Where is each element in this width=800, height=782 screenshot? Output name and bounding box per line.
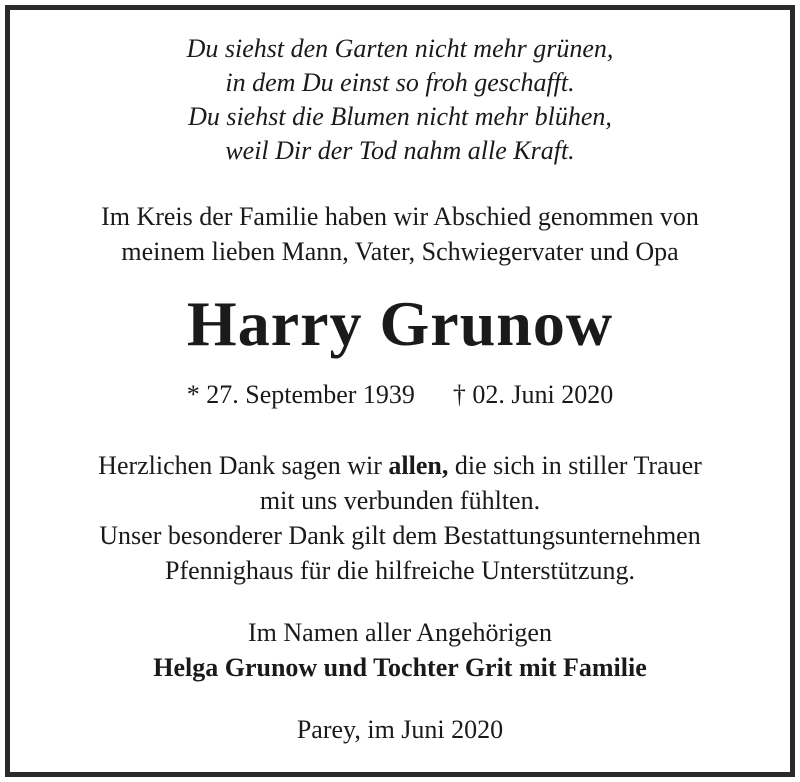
poem-line: in dem Du einst so froh geschafft. bbox=[225, 68, 575, 97]
death-date: † 02. Juni 2020 bbox=[452, 380, 614, 409]
intro-line: meinem lieben Mann, Vater, Schwiegervater und Opa bbox=[121, 237, 679, 266]
deceased-name: Harry Grunow bbox=[186, 288, 614, 359]
farewell-intro bbox=[0, 199, 800, 269]
mourner-names: Helga Grunow und Tochter Grit mit Familie bbox=[153, 653, 647, 682]
poem-line: weil Dir der Tod nahm alle Kraft. bbox=[225, 136, 575, 165]
place-date: Parey, im Juni 2020 bbox=[296, 715, 504, 744]
poem-line: Du siehst die Blumen nicht mehr blühen, bbox=[188, 102, 612, 131]
thanks-line: mit uns verbunden fühlten. bbox=[259, 486, 541, 515]
thanks-line: Pfennighaus für die hilfreiche Unterstützung. bbox=[164, 556, 636, 585]
on-behalf-line: Im Namen aller Angehörigen bbox=[248, 618, 552, 647]
thanks-prefix: Herzlichen Dank sagen wir bbox=[98, 451, 389, 480]
thanks-line bbox=[0, 448, 800, 483]
thanks-line: Unser besonderer Dank gilt dem Bestattungsunternehmen bbox=[99, 521, 701, 550]
birth-date: * 27. September 1939 bbox=[186, 380, 415, 409]
thanks-message bbox=[0, 448, 800, 588]
memorial-poem bbox=[0, 32, 800, 168]
poem-line: Du siehst den Garten nicht mehr grünen, bbox=[186, 34, 614, 63]
thanks-suffix: die sich in stiller Trauer bbox=[448, 451, 702, 480]
thanks-emphasis: allen, bbox=[388, 451, 449, 480]
intro-line: Im Kreis der Familie haben wir Abschied genommen von bbox=[101, 202, 699, 231]
signoff bbox=[0, 615, 800, 685]
life-dates bbox=[0, 378, 800, 412]
